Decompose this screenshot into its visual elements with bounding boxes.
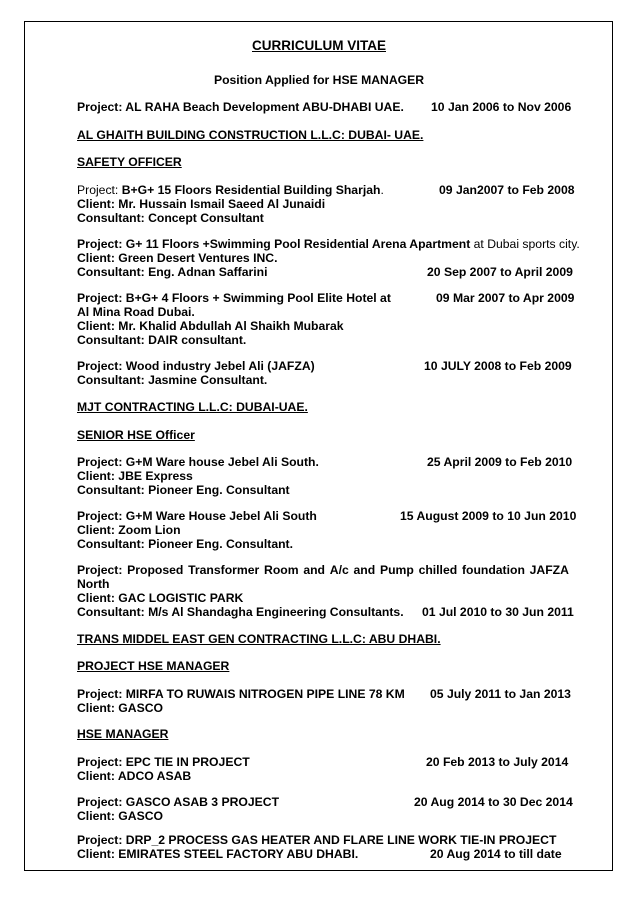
project-location: Al Mina Road Dubai. xyxy=(77,305,195,319)
project-consultant: Consultant: Concept Consultant xyxy=(77,211,264,225)
project-title: Project: B+G+ 4 Floors + Swimming Pool Elite Hotel at xyxy=(77,291,391,305)
project-client: Client: EMIRATES STEEL FACTORY ABU DHABI. xyxy=(77,847,359,861)
project-title-continued: North xyxy=(77,577,110,591)
project-dates: 09 Mar 2007 to Apr 2009 xyxy=(436,291,575,305)
project-client: Client: GASCO xyxy=(77,809,163,823)
role-heading: HSE MANAGER xyxy=(77,727,169,741)
project-client: Client: Green Desert Ventures INC. xyxy=(77,251,278,265)
project-client: Client: Mr. Khalid Abdullah Al Shaikh Mubarak xyxy=(77,319,344,333)
project-consultant: Consultant: Eng. Adnan Saffarini xyxy=(77,265,268,279)
project-consultant: Consultant: Jasmine Consultant. xyxy=(77,373,268,387)
project-dates: 15 August 2009 to 10 Jun 2010 xyxy=(400,509,577,523)
project-client: Client: GASCO xyxy=(77,701,163,715)
project-dates: 10 JULY 2008 to Feb 2009 xyxy=(424,359,572,373)
project-client: Client: GAC LOGISTIC PARK xyxy=(77,591,244,605)
project-dates: 01 Jul 2010 to 30 Jun 2011 xyxy=(422,605,574,619)
company-heading: AL GHAITH BUILDING CONSTRUCTION L.L.C: DUBAI- UAE. xyxy=(77,128,424,142)
intro-project: Project: AL RAHA Beach Development ABU-DHABI UAE. xyxy=(77,100,404,114)
project-dates: 20 Aug 2014 to 30 Dec 2014 xyxy=(414,795,573,809)
project-client: Client: Mr. Hussain Ismail Saeed Al Junaidi xyxy=(77,197,326,211)
project-title: Project: MIRFA TO RUWAIS NITROGEN PIPE LINE 78 KM xyxy=(77,687,405,701)
document-title: CURRICULUM VITAE xyxy=(252,38,386,53)
page-border xyxy=(24,21,613,871)
position-applied: Position Applied for HSE MANAGER xyxy=(213,73,425,87)
project-title: Project: G+M Ware house Jebel Ali South. xyxy=(77,455,319,469)
project-consultant: Consultant: Pioneer Eng. Consultant. xyxy=(77,537,293,551)
project-dates: 20 Sep 2007 to April 2009 xyxy=(427,265,573,279)
project-consultant: Consultant: M/s Al Shandagha Engineering Consultants. xyxy=(77,605,404,619)
role-heading: SENIOR HSE Officer xyxy=(77,428,195,442)
project-title: Project: B+G+ 15 Floors Residential Building Sharjah. xyxy=(77,183,384,197)
role-heading: PROJECT HSE MANAGER xyxy=(77,659,230,673)
project-dates: 20 Feb 2013 to July 2014 xyxy=(426,755,569,769)
project-title: Project: EPC TIE IN PROJECT xyxy=(77,755,250,769)
project-client: Client: JBE Express xyxy=(77,469,193,483)
role-heading: SAFETY OFFICER xyxy=(77,155,182,169)
project-dates: 09 Jan2007 to Feb 2008 xyxy=(439,183,575,197)
project-consultant: Consultant: Pioneer Eng. Consultant xyxy=(77,483,290,497)
project-dates: 25 April 2009 to Feb 2010 xyxy=(427,455,573,469)
intro-dates: 10 Jan 2006 to Nov 2006 xyxy=(431,100,572,114)
project-title: Project: G+M Ware House Jebel Ali South xyxy=(77,509,317,523)
company-heading: TRANS MIDDEL EAST GEN CONTRACTING L.L.C: ABU DHABI. xyxy=(77,632,441,646)
project-consultant: Consultant: DAIR consultant. xyxy=(77,333,247,347)
project-dates: 20 Aug 2014 to till date xyxy=(430,847,562,861)
project-title: Project: Wood industry Jebel Ali (JAFZA) xyxy=(77,359,315,373)
company-heading: MJT CONTRACTING L.L.C: DUBAI-UAE. xyxy=(77,400,308,414)
project-title: Project: Proposed Transformer Room and A/c and Pump chilled foundation JAFZA xyxy=(77,563,569,577)
project-title: Project: GASCO ASAB 3 PROJECT xyxy=(77,795,280,809)
project-title: Project: DRP_2 PROCESS GAS HEATER AND FLARE LINE WORK TIE-IN PROJECT xyxy=(77,833,557,847)
project-title: Project: G+ 11 Floors +Swimming Pool Residential Arena Apartment at Dubai sports city. xyxy=(77,237,580,251)
project-client: Client: ADCO ASAB xyxy=(77,769,192,783)
project-client: Client: Zoom Lion xyxy=(77,523,181,537)
project-dates: 05 July 2011 to Jan 2013 xyxy=(430,687,571,701)
